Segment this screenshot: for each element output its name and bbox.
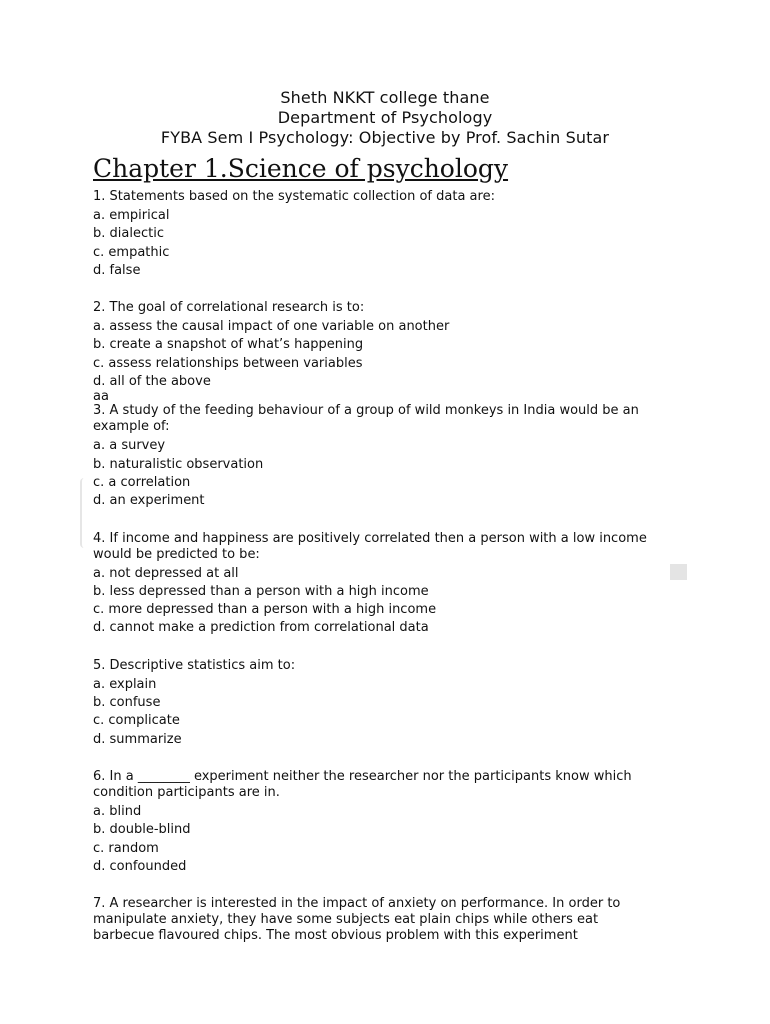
option-c: c. complicate — [93, 713, 180, 729]
question-6 — [93, 769, 658, 876]
option-b: b. naturalistic observation — [93, 456, 264, 472]
question-4 — [93, 531, 658, 638]
question-text: 2. The goal of correlational research is to: — [93, 300, 365, 316]
question-text: 4. If income and happiness are positively correlated then a person with a low income would be predicted to be: — [93, 530, 647, 562]
college-name: Sheth NKKT college thane — [280, 88, 490, 107]
department-name: Department of Psychology — [277, 108, 493, 127]
option-d: d. summarize — [93, 731, 182, 747]
chapter-title: Chapter 1.Science of psychology — [93, 154, 509, 183]
option-c: c. assess relationships between variables — [93, 355, 363, 371]
scroll-marker — [670, 564, 687, 580]
option-d: d. all of the above — [93, 374, 211, 390]
option-a: a. empirical — [93, 208, 170, 223]
question-1 — [93, 189, 658, 280]
option-d: d. confounded — [93, 858, 187, 874]
option-d: d. an experiment — [93, 493, 205, 509]
option-d: d. false — [93, 262, 141, 278]
question-3 — [93, 403, 658, 510]
question-5 — [93, 658, 658, 749]
option-c: c. a correlation — [93, 474, 191, 490]
question-text: 1. Statements based on the systematic collection of data are: — [93, 189, 495, 204]
option-a: a. blind — [93, 803, 142, 819]
option-a: a. assess the causal impact of one variable on another — [93, 319, 450, 335]
option-a: a. a survey — [93, 438, 166, 454]
option-b: b. dialectic — [93, 226, 164, 242]
question-7 — [93, 896, 658, 944]
question-text: 7. A researcher is interested in the impact of anxiety on performance. In order to manipulate anxiety, they have some subjects eat plain chips while others eat barbecue flavoured chips. The most obvious problem with this experiment — [93, 896, 621, 944]
stray-note: aa — [93, 389, 109, 405]
option-b: b. confuse — [93, 695, 161, 711]
margin-artifact — [80, 478, 88, 548]
question-text: 3. A study of the feeding behaviour of a group of wild monkeys in India would be an example of: — [93, 403, 639, 435]
question-text: 5. Descriptive statistics aim to: — [93, 657, 296, 673]
option-a: a. not depressed at all — [93, 565, 239, 581]
option-c: c. empathic — [93, 244, 170, 260]
question-2 — [93, 300, 658, 405]
option-d: d. cannot make a prediction from correlational data — [93, 620, 429, 636]
option-a: a. explain — [93, 676, 157, 692]
document-header — [0, 88, 770, 148]
option-c: c. random — [93, 840, 159, 856]
option-b: b. less depressed than a person with a high income — [93, 583, 429, 599]
option-c: c. more depressed than a person with a high income — [93, 602, 437, 618]
option-b: b. double-blind — [93, 822, 191, 838]
option-b: b. create a snapshot of what’s happening — [93, 337, 364, 353]
course-title: FYBA Sem I Psychology: Objective by Prof. Sachin Sutar — [160, 128, 610, 147]
question-list — [93, 189, 658, 946]
question-text: 6. In a ________ experiment neither the researcher nor the participants know which condition participants are in. — [93, 768, 632, 800]
